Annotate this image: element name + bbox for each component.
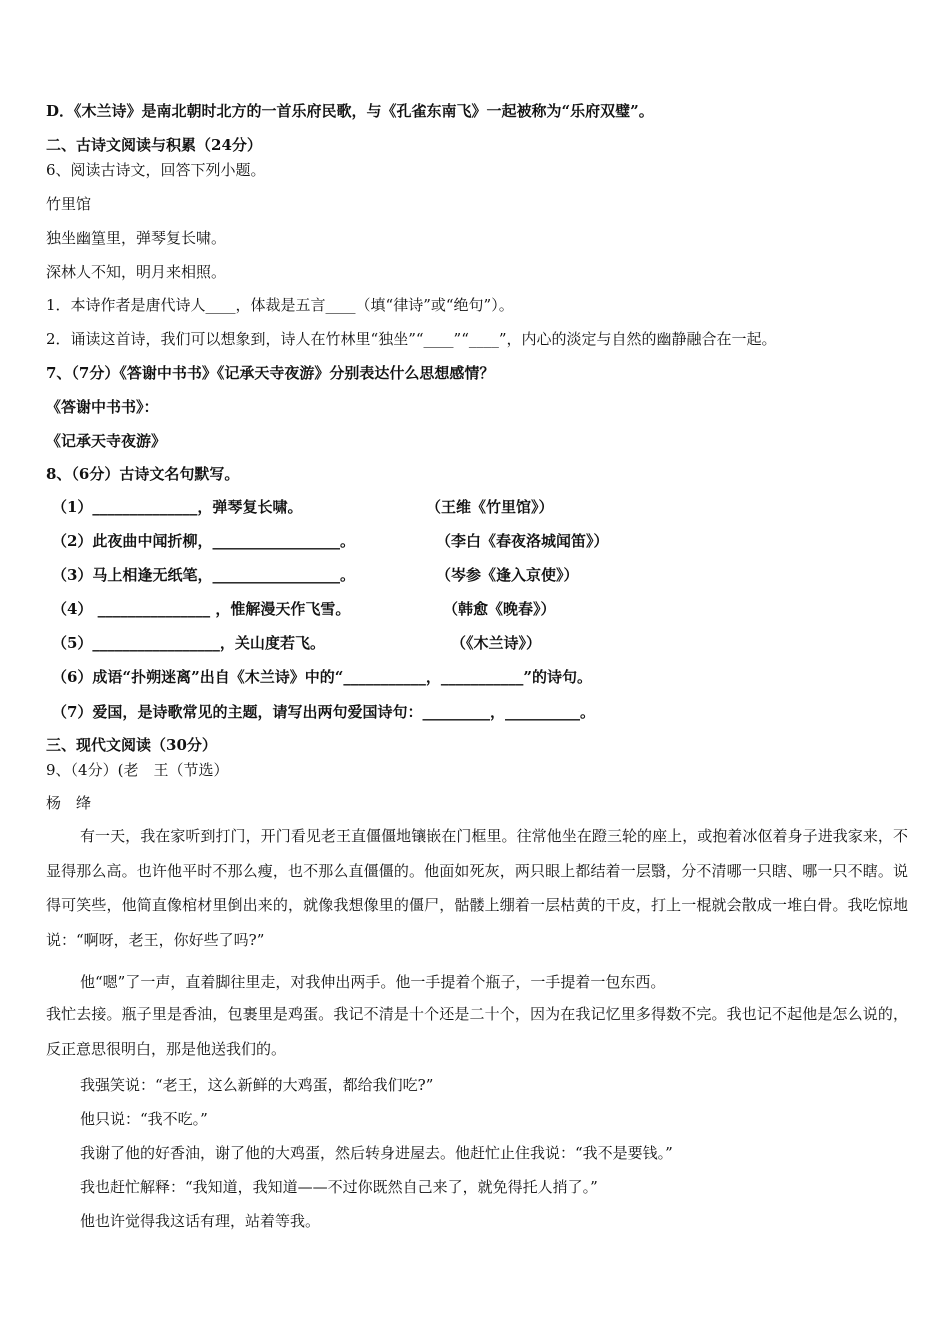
poem-line-1: 独坐幽篁里，弹琴复长啸。: [46, 229, 227, 247]
q8-item-4-source: （韩愈《晚春》）: [443, 600, 556, 618]
q8-item-3-source: （岑参《逢入京使》）: [436, 566, 579, 584]
section2-heading: 二、古诗文阅读与积累（24分）: [46, 136, 262, 154]
passage-paragraph-7: 我也赶忙解释：“我知道，我知道——不过你既然自己来了，就免得托人捎了。”: [80, 1178, 598, 1196]
q7-stem: 7、（7分）《答谢中书书》《记承天寺夜游》分别表达什么思想感情？: [46, 364, 495, 382]
q8-item-3: （3）马上相逢无纸笔，_________________。: [52, 566, 355, 584]
q8-item-5-source: （《木兰诗》）: [451, 634, 542, 652]
q6-sub1: 1．本诗作者是唐代诗人____，体裁是五言____（填“律诗”或“绝句”）。: [46, 296, 514, 314]
option-d: D．《木兰诗》是南北朝时北方的一首乐府民歌，与《孔雀东南飞》一起被称为“乐府双璧”。: [46, 102, 654, 120]
passage-paragraph-4: 我强笑说：“老王，这么新鲜的大鸡蛋，都给我们吃?”: [80, 1076, 434, 1094]
passage-paragraph-3: 我忙去接。瓶子里是香油，包裹里是鸡蛋。我记不清是十个还是二十个，因为在我记忆里多得数不完。我也记不起他是怎么说的，反正意思很明白，那是他送我们的。: [46, 1005, 908, 1058]
q8-item-2: （2）此夜曲中闻折柳，_________________。: [52, 532, 355, 550]
q8-item-2-source: （李白《春夜洛城闻笛》）: [436, 532, 609, 550]
q7-answer-1: 《答谢中书书》：: [46, 398, 159, 416]
q9-stem: 9、（4分）(老 王（节选）: [46, 761, 229, 779]
section3-heading: 三、现代文阅读（30分）: [46, 736, 217, 754]
passage-paragraph-1: 有一天，我在家听到打门，开门看见老王直僵僵地镶嵌在门框里。往常他坐在蹬三轮的座上，或抱着冰伛着身子进我家来，不显得那么高。也许他平时不那么瘦，也不那么直僵僵的。他面如死灰，两只眼上都结着一层翳，分不清哪一只瞎、哪一只不瞎。说得可笑些，他简直像棺材里倒出来的，就像我想像里的僵尸，骷髅上绷着一层枯黄的干皮，打上一棍就会散成一堆白骨。我吃惊地说：“啊呀，老王，你好些了吗?”: [46, 827, 908, 949]
q8-item-7: （7）爱国，是诗歌常见的主题，请写出两句爱国诗句：_________，__________。: [52, 703, 595, 721]
passage-paragraph-2: 他“嗯”了一声，直着脚往里走，对我伸出两手。他一手提着个瓶子，一手提着一包东西。: [80, 973, 666, 991]
q6-sub2: 2．诵读这首诗，我们可以想象到，诗人在竹林里“独坐”“____”“____”，内心的淡定与自然的幽静融合在一起。: [46, 330, 777, 348]
poem-title: 竹里馆: [46, 195, 92, 213]
passage-paragraph-6: 我谢了他的好香油，谢了他的大鸡蛋，然后转身进屋去。他赶忙止住我说：“我不是要钱。”: [80, 1144, 673, 1162]
q8-stem: 8、（6分）古诗文名句默写。: [46, 465, 240, 483]
q7-answer-2: 《记承天寺夜游》: [46, 432, 167, 450]
q8-item-4: （4） _______________ ，惟解漫天作飞雪。: [52, 600, 351, 618]
poem-line-2: 深林人不知，明月来相照。: [46, 263, 227, 281]
q8-item-6: （6）成语“扑朔迷离”出自《木兰诗》中的“___________，___________”的诗句。: [52, 668, 592, 686]
q8-item-1-source: （王维《竹里馆》）: [426, 498, 554, 516]
q9-author: 杨 绛: [46, 794, 92, 812]
passage-paragraph-5: 他只说：“我不吃。”: [80, 1110, 208, 1128]
passage-paragraph-8: 他也许觉得我这话有理，站着等我。: [80, 1212, 321, 1230]
q8-item-1: （1）______________，弹琴复长啸。: [52, 498, 303, 516]
q8-item-5: （5）_________________，关山度若飞。: [52, 634, 325, 652]
q6-stem: 6、阅读古诗文，回答下列小题。: [46, 161, 266, 179]
